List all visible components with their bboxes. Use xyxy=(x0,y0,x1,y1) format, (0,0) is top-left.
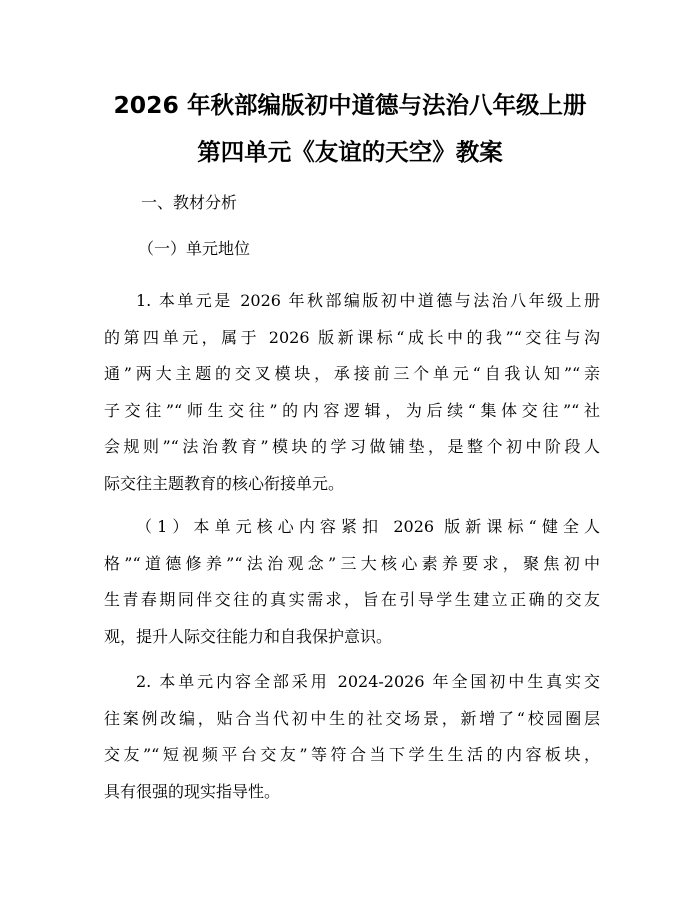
section-heading: 一、教材分析 xyxy=(141,193,238,212)
paragraph-line: 的第四单元，属于 2026 版新课标“成长中的我”“交往与沟 xyxy=(104,327,600,347)
document-title-line1: 2026 年秋部编版初中道德与法治八年级上册 xyxy=(113,91,587,119)
paragraph-line: （1）本单元核心内容紧扣 2026 版新课标“健全人 xyxy=(136,517,600,536)
paragraph-line: 子交往”“师生交往”的内容逻辑，为后续“集体交往”“社 xyxy=(104,400,600,420)
paragraph-line: 1. 本单元是 2026 年秋部编版初中道德与法治八年级上册 xyxy=(136,291,600,310)
paragraph-line: 具有很强的现实指导性。 xyxy=(104,781,281,801)
paragraph-line: 际交往主题教育的核心衔接单元。 xyxy=(104,473,345,493)
paragraph-line: 观，提升人际交往能力和自我保护意识。 xyxy=(104,626,393,646)
paragraph-line: 交友”“短视频平台交友”等符合当下学生生活的内容板块， xyxy=(104,745,600,764)
paragraph-line: 会规则”“法治教育”模块的学习做铺垫，是整个初中阶段人 xyxy=(104,437,600,456)
subsection-heading: （一）单元地位 xyxy=(138,239,251,258)
document-title-line2: 第四单元《友谊的天空》教案 xyxy=(197,138,503,166)
paragraph-2 xyxy=(104,509,600,655)
paragraph-line: 生青春期同伴交往的真实需求，旨在引导学生建立正确的交友 xyxy=(104,590,600,609)
paragraph-3 xyxy=(104,664,600,810)
paragraph-line: 格”“道德修养”“法治观念”三大核心素养要求，聚焦初中 xyxy=(104,553,600,573)
paragraph-line: 2. 本单元内容全部采用 2024-2026 年全国初中生真实交 xyxy=(136,672,600,691)
paragraph-line: 通”两大主题的交叉模块，承接前三个单元“自我认知”“亲 xyxy=(104,364,600,383)
paragraph-1 xyxy=(104,283,600,502)
paragraph-line: 往案例改编，贴合当代初中生的社交场景，新增了“校园圈层 xyxy=(104,708,600,728)
